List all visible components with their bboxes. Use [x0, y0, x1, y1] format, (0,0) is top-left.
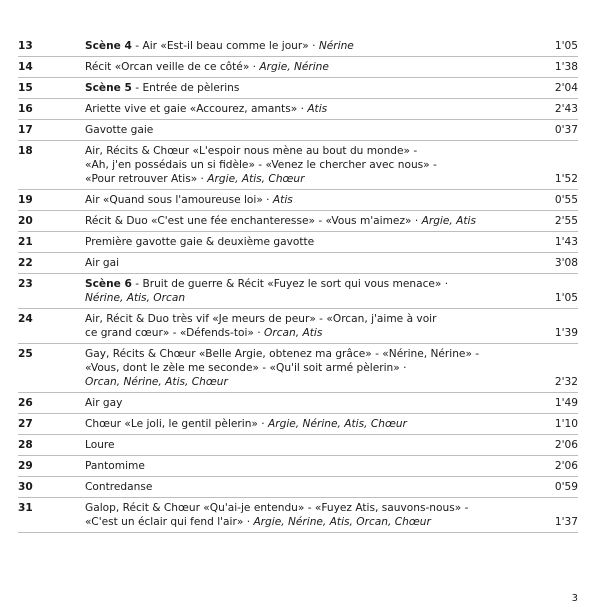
track-description: [85, 312, 535, 340]
performers: Atis: [272, 194, 293, 206]
track-duration: 0'59: [554, 481, 578, 493]
title-text: Gavotte gaie: [85, 124, 154, 136]
track-description: [85, 60, 535, 74]
track-row: [18, 498, 578, 533]
title-text: Galop, Récit & Chœur «Qu'ai-je entendu» - «Fuyez Atis, sauvons-nous» - «C'est un éclair qui fend l'air» ·: [85, 502, 469, 528]
title-text: Air, Récits & Chœur «L'espoir nous mène au bout du monde» - «Ah, j'en possédais un si fidèle» - «Venez le chercher avec nous» - «Pour retrouver Atis» ·: [85, 145, 437, 185]
track-description: [85, 417, 535, 431]
title-text: Pantomime: [85, 460, 145, 472]
track-row: [18, 120, 578, 141]
track-duration: 1'39: [554, 327, 578, 339]
track-duration: 0'55: [554, 194, 578, 206]
track-description: [85, 81, 535, 95]
track-row: [18, 344, 578, 393]
track-number: 19: [18, 194, 33, 206]
title-text: - Entrée de pèlerins: [131, 82, 240, 94]
track-row: [18, 414, 578, 435]
track-number: 20: [18, 215, 33, 227]
track-row: [18, 456, 578, 477]
track-row: [18, 190, 578, 211]
title-text: - Air «Est-il beau comme le jour» ·: [131, 40, 319, 52]
track-row: [18, 309, 578, 344]
track-description: [85, 193, 535, 207]
track-description: [85, 396, 535, 410]
track-description: [85, 501, 535, 529]
title-text: - Bruit de guerre & Récit «Fuyez le sort qui vous menace» ·: [135, 278, 449, 290]
track-row: [18, 393, 578, 414]
track-row: [18, 36, 578, 57]
track-number: 17: [18, 124, 33, 136]
track-description: [85, 459, 535, 473]
performers: Orcan, Atis: [264, 327, 323, 339]
title-text: Air gai: [85, 257, 120, 269]
track-number: 16: [18, 103, 33, 115]
title-text: Air «Quand sous l'amoureuse loi» ·: [85, 194, 273, 206]
performers: Argie, Nérine, Atis, Orcan, Chœur: [253, 516, 431, 528]
performers: Atis: [307, 103, 328, 115]
title-text: Récit «Orcan veille de ce côté» ·: [85, 61, 260, 73]
track-description: [85, 39, 535, 53]
tracklist: [0, 36, 599, 533]
track-row: [18, 477, 578, 498]
track-row: [18, 211, 578, 232]
track-duration: 2'32: [554, 376, 578, 388]
track-description: [85, 438, 535, 452]
track-description: [85, 102, 535, 116]
track-number: 29: [18, 460, 33, 472]
track-number: 23: [18, 278, 33, 290]
track-description: [85, 347, 535, 389]
track-number: 30: [18, 481, 33, 493]
track-duration: 1'05: [554, 40, 578, 52]
track-number: 15: [18, 82, 33, 94]
track-duration: 1'49: [554, 397, 578, 409]
track-duration: 2'43: [554, 103, 578, 115]
scene-label: Scène 4: [85, 40, 132, 52]
track-row: [18, 232, 578, 253]
title-text: Contredanse: [85, 481, 153, 493]
track-duration: 2'06: [554, 439, 578, 451]
track-row: [18, 435, 578, 456]
track-description: [85, 277, 535, 305]
title-text: Chœur «Le joli, le gentil pèlerin» ·: [85, 418, 269, 430]
scene-label: Scène 6: [85, 278, 132, 290]
title-text: Première gavotte gaie & deuxième gavotte: [85, 236, 315, 248]
scene-label: Scène 5: [85, 82, 132, 94]
track-number: 14: [18, 61, 33, 73]
performers: Argie, Nérine, Atis, Chœur: [268, 418, 407, 430]
track-duration: 1'38: [554, 61, 578, 73]
track-row: [18, 141, 578, 190]
performers: Argie, Atis: [421, 215, 476, 227]
track-row: [18, 253, 578, 274]
track-number: 18: [18, 145, 33, 157]
performers: Argie, Atis, Chœur: [207, 173, 305, 185]
track-number: 31: [18, 502, 33, 514]
track-description: [85, 123, 535, 137]
track-number: 21: [18, 236, 33, 248]
title-text: Ariette vive et gaie «Accourez, amants» ·: [85, 103, 308, 115]
performers: Nérine, Atis, Orcan: [85, 292, 186, 304]
title-text: Gay, Récits & Chœur «Belle Argie, obtenez ma grâce» - «Nérine, Nérine» - «Vous, dont le zèle me seconde» - «Qu'il soit armé pèlerin» ·: [85, 348, 480, 374]
track-description: [85, 214, 535, 228]
track-number: 25: [18, 348, 33, 360]
title-text: Récit & Duo «C'est une fée enchanteresse» - «Vous m'aimez» ·: [85, 215, 422, 227]
track-number: 22: [18, 257, 33, 269]
track-duration: 0'37: [554, 124, 578, 136]
track-duration: 1'37: [554, 516, 578, 528]
track-description: [85, 256, 535, 270]
track-duration: 1'52: [554, 173, 578, 185]
performers: Argie, Nérine: [259, 61, 329, 73]
track-description: [85, 235, 535, 249]
title-text: Air, Récit & Duo très vif «Je meurs de peur» - «Orcan, j'aime à voir ce grand cœur» - «Défends-toi» ·: [85, 313, 437, 339]
track-description: [85, 144, 535, 186]
track-number: 27: [18, 418, 33, 430]
track-number: 13: [18, 40, 33, 52]
track-row: [18, 274, 578, 309]
title-text: Loure: [85, 439, 115, 451]
title-text: Air gay: [85, 397, 123, 409]
track-description: [85, 480, 535, 494]
track-number: 28: [18, 439, 33, 451]
track-duration: 3'08: [554, 257, 578, 269]
track-row: [18, 99, 578, 120]
track-number: 26: [18, 397, 33, 409]
track-duration: 2'04: [554, 82, 578, 94]
track-duration: 1'05: [554, 292, 578, 304]
track-row: [18, 57, 578, 78]
track-number: 24: [18, 313, 33, 325]
track-duration: 2'55: [554, 215, 578, 227]
track-row: [18, 78, 578, 99]
track-duration: 1'10: [554, 418, 578, 430]
performers: Orcan, Nérine, Atis, Chœur: [85, 376, 228, 388]
page-number: 3: [571, 593, 578, 604]
track-duration: 1'43: [554, 236, 578, 248]
track-duration: 2'06: [554, 460, 578, 472]
performers: Nérine: [318, 40, 354, 52]
